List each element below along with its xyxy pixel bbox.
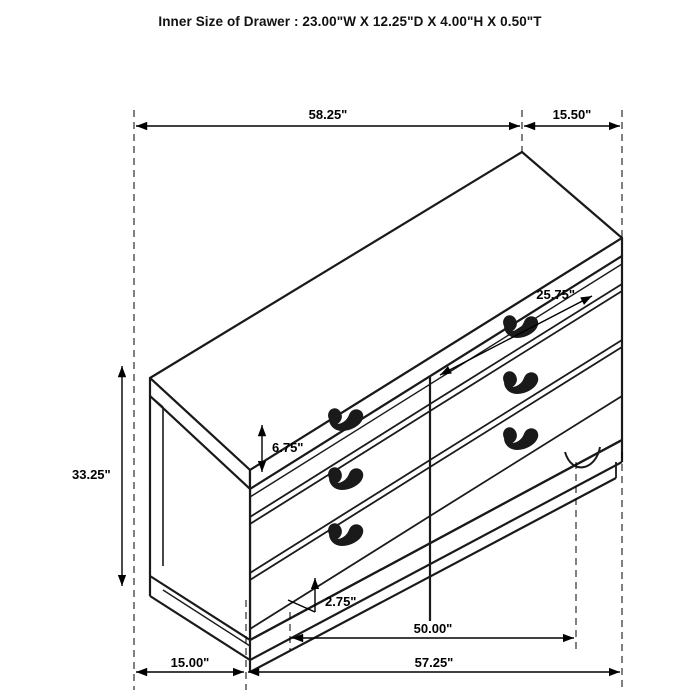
- label-base-width: 50.00": [413, 621, 453, 636]
- label-top-width: 58.25": [308, 107, 348, 122]
- label-diagonal: 25.75": [536, 287, 575, 302]
- label-base-height: 2.75": [325, 594, 357, 609]
- label-bottom-width: 57.25": [414, 655, 454, 670]
- dresser-illustration: [150, 152, 622, 672]
- label-overall-height: 33.25": [72, 467, 111, 482]
- label-side-depth: 15.00": [170, 655, 210, 670]
- label-top-depth: 15.50": [552, 107, 592, 122]
- label-drawer-height: 6.75": [272, 440, 304, 455]
- page-title: Inner Size of Drawer : 23.00"W X 12.25"D X 4.00"H X 0.50"T: [158, 14, 542, 29]
